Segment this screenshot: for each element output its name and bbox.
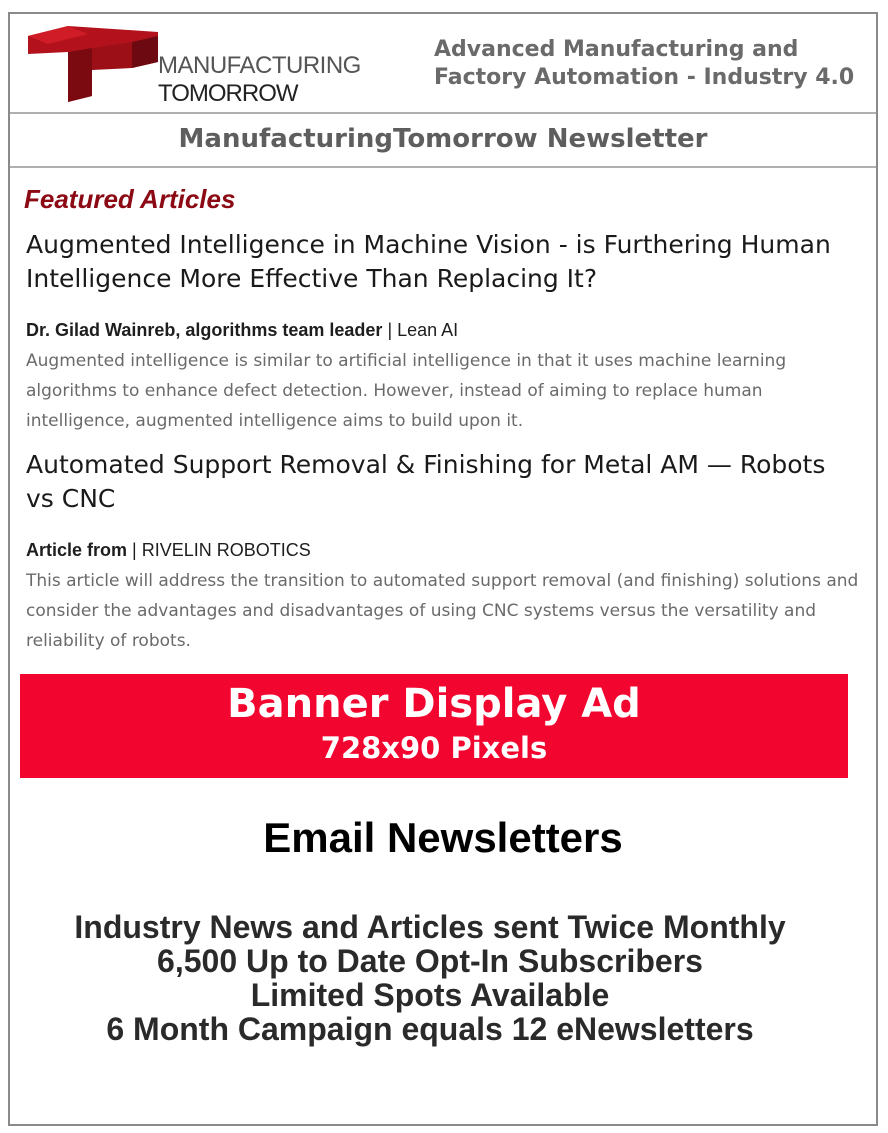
newsletter-frame: [8, 12, 878, 1126]
article-byline: [26, 320, 856, 341]
promo-line: 6,500 Up to Date Opt-In Subscribers: [157, 943, 703, 979]
article-source: | Lean AI: [387, 320, 459, 340]
article-title-link[interactable]: Augmented Intelligence in Machine Vision - is Furthering Human Intelligence More Effective Than Replacing It?: [26, 230, 831, 293]
banner-ad-size: 728x90 Pixels: [320, 731, 548, 765]
tagline-line2: Factory Automation - Industry 4.0: [434, 65, 855, 90]
promo-line: 6 Month Campaign equals 12 eNewsletters: [106, 1011, 754, 1047]
article-author: Article from: [26, 540, 128, 560]
article-title-link[interactable]: Automated Support Removal & Finishing for Metal AM — Robots vs CNC: [26, 450, 826, 513]
article-source: | RIVELIN ROBOTICS: [132, 540, 311, 560]
article-summary: This article will address the transition to automated support removal (and finishing) solutions and consider the advantages and disadvantages of using CNC systems versus the versatility and reliability of robots.: [26, 571, 859, 651]
logo-wordmark-line1: MANUFACTURING: [158, 52, 361, 79]
promo-line: Limited Spots Available: [250, 977, 610, 1013]
promo-line: Industry News and Articles sent Twice Monthly: [74, 909, 786, 945]
manufacturing-tomorrow-logo-icon: [28, 26, 158, 106]
article-byline: [26, 540, 856, 561]
banner-display-ad[interactable]: [20, 674, 848, 778]
article-summary: Augmented intelligence is similar to artificial intelligence in that it uses machine learning algorithms to enhance defect detection. However, instead of aiming to replace human intelligence, augmented intelligence aims to build upon it.: [26, 351, 787, 431]
email-newsletters-heading: Email Newsletters: [263, 814, 623, 861]
banner-ad-title: Banner Display Ad: [227, 681, 641, 727]
featured-articles-heading: Featured Articles: [24, 184, 236, 214]
newsletter-header: [10, 14, 876, 114]
site-tagline: [434, 36, 864, 92]
tagline-line1: Advanced Manufacturing and: [434, 37, 799, 62]
site-logo[interactable]: [28, 26, 361, 107]
newsletter-title-row: [10, 114, 876, 168]
logo-wordmark-line2: TOMORROW: [158, 80, 298, 107]
article-author: Dr. Gilad Wainreb, algorithms team leader: [26, 320, 383, 340]
newsletter-title: ManufacturingTomorrow Newsletter: [178, 124, 708, 154]
